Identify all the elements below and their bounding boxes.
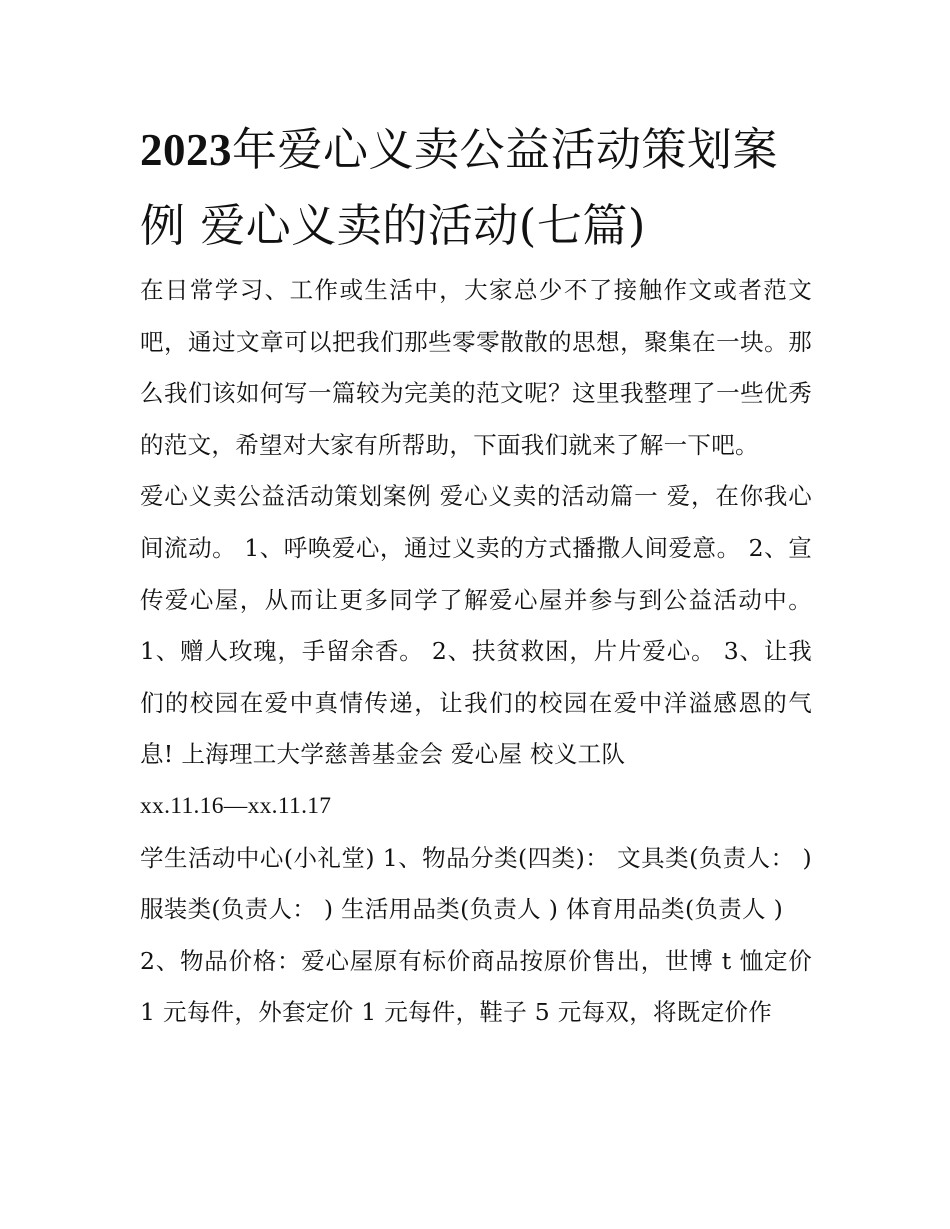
- document-title: [140, 112, 812, 263]
- title-text: 年爱心义卖公益活动策划案例 爱心义卖的活动(七篇): [140, 123, 779, 252]
- body-paragraph-3: 2、物品价格：爱心屋原有标价商品按原价售出，世博 t 恤定价 1 元每件，外套定价 1 元每件，鞋子 5 元每双，将既定价作: [140, 946, 812, 1027]
- document-page: [140, 112, 812, 1039]
- body-paragraph-2: 学生活动中心(小礼堂) 1、物品分类(四类)： 文具类(负责人： ) 服装类(负责人： ) 生活用品类(负责人 ) 体育用品类(负责人 ): [140, 843, 812, 924]
- date-line: xx.11.16—xx.11.17: [140, 792, 332, 819]
- intro-paragraph: 在日常学习、工作或生活中，大家总少不了接触作文或者范文吧，通过文章可以把我们那些零零散散的思想，聚集在一块。那么我们该如何写一篇较为完美的范文呢？这里我整理了一些优秀的范文，希望对大家有所帮助，下面我们就来了解一下吧。: [140, 276, 812, 459]
- title-year: 2023: [140, 125, 232, 175]
- body-paragraph-1: 爱心义卖公益活动策划案例 爱心义卖的活动篇一 爱，在你我心间流动。 1、呼唤爱心，通过义卖的方式播撒人间爱意。 2、宣传爱心屋，从而让更多同学了解爱心屋并参与到公益活动中。 1、赠人玫瑰，手留余香。 2、扶贫救困，片片爱心。 3、让我们的校园在爱中真情传递，让我们的校园在爱中洋溢感恩的气息! 上海理工大学慈善基金会 爱心屋 校义工队: [140, 482, 812, 769]
